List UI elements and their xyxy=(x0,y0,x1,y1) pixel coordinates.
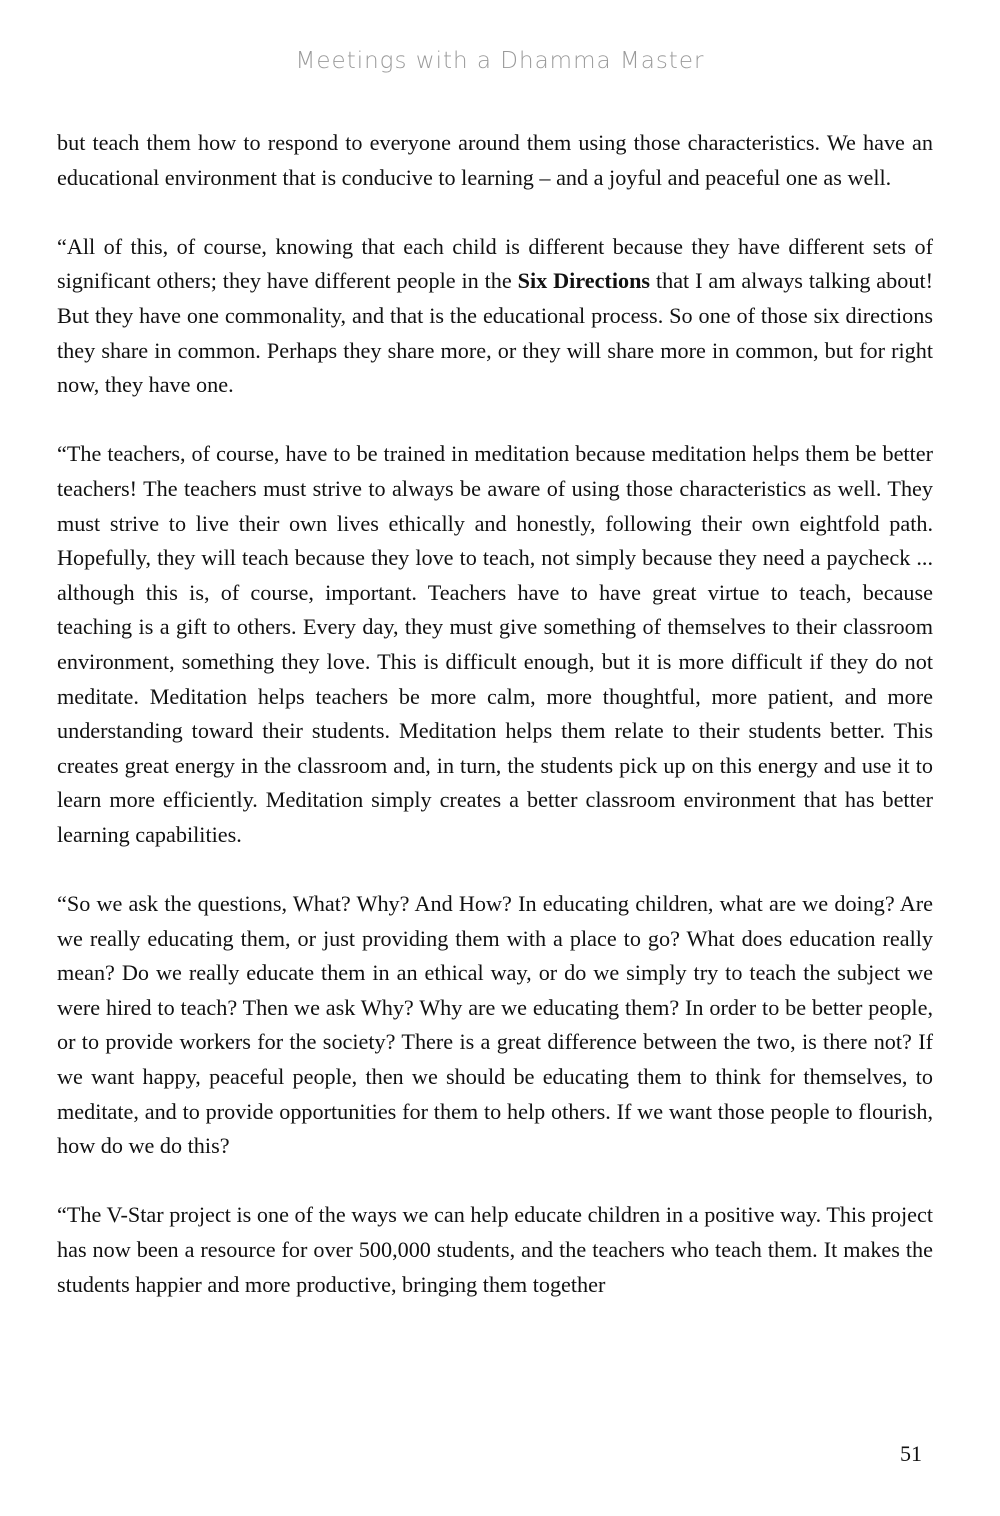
paragraph-2-text-end: that I am always talking about! But they have one commonality, and that is the educational process. So one of those six directions they share in common. Perhaps they share more, or they will share more in common, but for right now, they have one. xyxy=(57,268,933,398)
paragraph-2-text-start: “All of this, of course, knowing that each child is different because they have different sets of significant others; they have different people in the xyxy=(57,233,933,294)
paragraph-4: “So we ask the questions, What? Why? And How? In educating children, what are we doing? Are we really educating them, or just providing them with a place to go? What does education really mean? Do we really educate them in an ethical way, or do we simply try to teach the subject we were hired to teach? Then we ask Why? Why are we educating them? In order to be better people, or to provide workers for the society? There is a great difference between the two, is there not? If we want happy, peaceful people, then we should be educating them to think for themselves, to meditate, and to provide opportunities for them to help others. If we want those people to flourish, how do we do this? xyxy=(57,891,933,1159)
paragraph-1: but teach them how to respond to everyone around them using those characteristics. We have an educational environment that is conducive to learning – and a joyful and peaceful one as well. xyxy=(57,130,933,190)
paragraph-5: “The V-Star project is one of the ways we can help educate children in a positive way. This project has now been a resource for over 500,000 students, and the teachers who teach them. It makes the students happier and more productive, bringing them together xyxy=(57,1202,933,1297)
paragraph-3: “The teachers, of course, have to be trained in meditation because meditation helps them be better teachers! The teachers must strive to always be aware of using those characteristics as well. They must strive to live their own lives ethically and honestly, following their own eightfold path. Hopefully, they will teach because they love to teach, not simply because they need a paycheck ... although this is, of course, important. Teachers have to have great virtue to teach, because teaching is a gift to others. Every day, they must give something of themselves to their classroom environment, something they love. This is difficult enough, but it is more difficult if they do not meditate. Meditation helps teachers be more calm, more thoughtful, more patient, and more understanding toward their students. Meditation helps them relate to their students better. This creates great energy in the classroom and, in turn, the students pick up on this energy and use it to learn more efficiently. Meditation simply creates a better classroom environment that has better learning capabilities. xyxy=(57,441,933,847)
six-directions-term: Six Directions xyxy=(517,268,651,294)
running-header: Meetings with a Dhamma Master xyxy=(295,48,705,74)
paragraph-2 xyxy=(57,230,933,403)
page-number: 51 xyxy=(900,1441,922,1466)
body-text xyxy=(57,126,933,1302)
